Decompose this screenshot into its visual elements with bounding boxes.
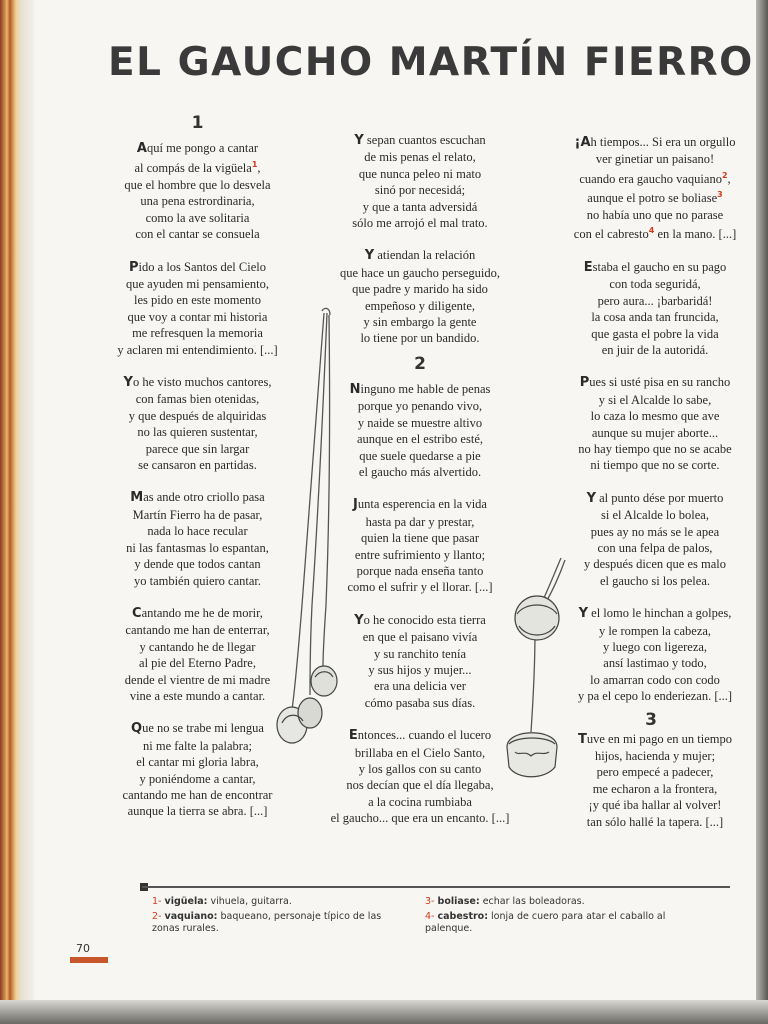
stanza-initial: C (132, 605, 142, 621)
poem-line: que ayuden mi pensamiento, (125, 277, 270, 291)
poem-line: tan sólo hallé la tapera. [...] (586, 814, 724, 829)
poem-line: y pa el cepo lo enderiezan. [...] (577, 689, 733, 704)
poem-line: Y atiendan la relación (364, 248, 476, 264)
poem-line: no había uno que no parase (586, 207, 724, 222)
footnote-text: lonja de cuero para atar el caballo al palenque. (425, 910, 666, 934)
footnote-item (152, 911, 402, 936)
poem-line: al compás de la vigüela$^1$, (134, 160, 261, 176)
poem-line: Y al punto dése por muerto (586, 490, 724, 506)
poem-line: y le rompen la cabeza, (598, 623, 712, 638)
poem-line: y que después de alquiridas (128, 408, 267, 423)
poem-line: les pido en este momento (133, 293, 262, 308)
poem-line: cantando me han de enterrar, (125, 623, 270, 638)
poem-line: pues ay no más se le apea (590, 524, 720, 539)
poem-line: Pues si usté pisa en su rancho (579, 375, 731, 391)
stanza-initial: P (579, 375, 590, 391)
footnote-number: 3- (425, 896, 435, 907)
poem-line: que voy a contar mi historia (127, 309, 268, 324)
poem-line: al pie del Eterno Padre, (139, 656, 256, 671)
poem-line: me echaron a la frontera, (592, 781, 718, 796)
poem-line: con famas bien otenidas, (135, 392, 260, 407)
poem-line: el gaucho más alvertido. (358, 464, 482, 479)
footnotes-left (152, 896, 402, 938)
poem-line: se cansaron en partidas. (138, 458, 257, 473)
poem-line: y luego con ligereza, (602, 640, 708, 655)
poem-column-3 (555, 134, 755, 846)
boleadoras-illustration-left (272, 305, 352, 755)
poem-line: y su ranchito tenía (374, 646, 466, 661)
poem-line: con toda seguridá, (609, 277, 701, 292)
section-number-1: 1 (191, 113, 204, 133)
poem-line: nos decían que el día llegaba, (346, 778, 494, 793)
poem-line: Pido a los Santos del Cielo (129, 259, 266, 275)
poem-line: Junta esperencia en la vida (353, 497, 487, 513)
poem-line: Martín Fierro ha de pasar, (132, 507, 263, 522)
poem-line: lo caza lo mesmo que ave (590, 409, 720, 424)
stanza-initial: Y (578, 606, 589, 622)
poem-line: brillaba en el Cielo Santo, (354, 745, 486, 760)
poem-line: nada lo hace recular (147, 524, 248, 539)
stanza-initial: E (583, 259, 593, 275)
poem-line: vine a este mundo a cantar. (129, 688, 266, 703)
section-number-2: 2 (414, 353, 426, 374)
page-edge-bottom (0, 1000, 768, 1024)
poem-line: como el sufrir y el llorar. [...] (347, 580, 493, 595)
page-number: 70 (76, 942, 90, 955)
stanza-initial: Y (354, 133, 364, 148)
stanza-initial: Y (586, 490, 596, 506)
footnote-term: vaquiano: (164, 910, 218, 922)
poem-line: ¡y qué iba hallar al volver! (588, 798, 722, 813)
footnote-text: vihuela, guitarra. (210, 896, 292, 907)
poem-line: con el cantar se consuela (135, 227, 260, 242)
poem-line: Y sepan cuantos escuchan (354, 133, 486, 148)
footnote-number: 4- (425, 910, 435, 922)
poem-line: me refresquen la memoria (132, 326, 263, 341)
poem-line: ni tiempo que no se corte. (590, 458, 720, 473)
boleadora-illustration-right (505, 552, 575, 792)
poem-stanza (555, 374, 755, 473)
stanza-initial: Q (131, 721, 143, 737)
poem-line: ni las fantasmas lo espantan, (126, 540, 269, 555)
poem-line: una pena estrordinaria, (140, 194, 255, 209)
poem-line: si el Alcalde lo bolea, (601, 508, 709, 523)
poem-line: de mis penas el relato, (364, 150, 476, 165)
poem-stanza (555, 731, 755, 830)
poem-line: que el hombre que lo desvela (124, 177, 271, 192)
poem-line: porque nada enseña tanto (356, 563, 484, 578)
poem-line: sinó por necesidá; (374, 183, 466, 198)
footnote-reference: 2 (721, 170, 728, 180)
poem-line: en que el paisano vivía (362, 630, 478, 645)
poem-line: ni me falte la palabra; (143, 738, 252, 753)
poem-line: y poniéndome a cantar, (139, 771, 256, 786)
footnote-term: boliase: (437, 896, 480, 907)
stanza-initial: T (578, 731, 587, 747)
poem-line: hasta pa dar y prestar, (365, 514, 475, 529)
footnote-number: 1- (152, 896, 162, 907)
poem-line: a la cocina rumbiaba (368, 794, 472, 809)
footnote-item (425, 911, 695, 936)
poem-line: empeñoso y diligente, (364, 298, 476, 313)
poem-line: aunque en el estribo esté, (357, 432, 483, 447)
footnote-term: vigüela: (164, 896, 208, 907)
poem-stanza (555, 259, 755, 358)
stanza-initial: N (349, 381, 361, 397)
poem-line: dende el vientre de mi madre (124, 672, 271, 687)
poem-line: y los gallos con su canto (358, 762, 482, 776)
poem-line: entre sufrimiento y llanto; (354, 547, 486, 562)
stanza-initial: P (129, 259, 139, 275)
poem-line: y después dicen que es malo (584, 557, 726, 572)
stanza-initial: E (348, 728, 358, 744)
stanza-initial: ¡A (574, 135, 591, 150)
poem-line: Cantando me he de morir, (132, 605, 263, 621)
poem-line: no las quieren sustentar, (137, 425, 258, 440)
poem-line: que gasta el pobre la vida (591, 326, 719, 341)
poem-line: Yo he visto muchos cantores, (123, 375, 272, 391)
footnote-reference: 4 (648, 226, 655, 236)
poem-line: y naide se muestre altivo (357, 415, 483, 430)
poem-line: que suele quedarse a pie (359, 448, 481, 463)
poem-line: con el cabresto$^4$ en la mano. [...] (573, 226, 737, 242)
poem-stanza (555, 490, 755, 589)
poem-line: era una delicia ver (374, 679, 466, 694)
poem-line: pero aura... ¡barbaridá! (597, 293, 713, 308)
footnote-number: 2- (152, 910, 162, 922)
poem-line: que padre y marido ha sido (352, 282, 488, 297)
stanza-initial: Y (123, 375, 133, 391)
poem-line: el cantar mi gloria labra, (136, 755, 259, 770)
poem-line: Yo he conocido esta tierra (354, 612, 486, 628)
poem-stanza (555, 605, 755, 704)
stanza-initial: M (130, 490, 144, 506)
poem-line: cómo pasaba sus días. (364, 695, 476, 710)
poem-line: cuando era gaucho vaquiano$^2$, (579, 170, 731, 186)
poem-line: no hay tiempo que no se acabe (578, 441, 732, 456)
poem-line: sólo me arrojó el mal trato. (352, 216, 488, 231)
poem-line: lo amarran codo con codo (590, 672, 720, 687)
footnote-divider (142, 886, 730, 888)
poem-line: aunque la tierra se abra. [...] (127, 804, 268, 819)
poem-line: ver ginetiar un paisano! (595, 152, 715, 167)
poem-line: parece que sin largar (145, 441, 250, 456)
poem-line: aunque su mujer aborte... (591, 425, 719, 440)
footnote-reference: 3 (717, 190, 723, 200)
poem-line: el gaucho... que era un encanto. [...] (330, 811, 510, 826)
poem-line: y sus hijos y mujer... (368, 662, 472, 677)
poem-line: Mas ande otro criollo pasa (130, 490, 265, 506)
poem-line: Y el lomo le hinchan a golpes, (578, 606, 732, 622)
stanza-initial: Y (354, 612, 364, 628)
poem-line: lo tiene por un bandido. (360, 331, 480, 346)
footnotes-right (425, 896, 695, 938)
page-edge-right (756, 0, 768, 1024)
poem-line: que nunca peleo ni mato (358, 166, 482, 181)
footnote-term: cabestro: (437, 910, 489, 922)
poem-line: la cosa anda tan fruncida, (591, 310, 719, 325)
stanza-initial: A (136, 141, 147, 156)
page-number-bar (70, 957, 108, 963)
poem-line: y dende que todos cantan (134, 557, 261, 572)
poem-line: y sin embargo la gente (363, 315, 477, 330)
footnote-text: baqueano, personaje típico de las zonas rurales. (152, 910, 382, 934)
poem-stanza (90, 140, 305, 243)
poem-line: porque yo penando vivo, (357, 399, 483, 414)
footnote-item (425, 896, 695, 909)
section-number-3: 3 (645, 709, 657, 730)
poem-line: Entonces... cuando el lucero (348, 728, 492, 744)
poem-line: Tuve en mi pago en un tiempo (578, 731, 732, 747)
footnote-text: echar las boleadoras. (482, 896, 585, 907)
poem-line: Estaba el gaucho en su pago (583, 259, 727, 275)
poem-line: yo también quiero cantar. (133, 573, 262, 588)
poem-line: ¡Ah tiempos... Si era un orgullo (574, 135, 736, 150)
poem-line: que hace un gaucho perseguido, (339, 265, 500, 280)
poem-line: ansí lastimao y todo, (603, 656, 707, 671)
poem-line: pero empecé a padecer, (596, 765, 714, 780)
page-title: EL GAUCHO MARTÍN FIERRO (108, 40, 754, 85)
poem-line: Ninguno me hable de penas (349, 381, 491, 397)
poem-line: hijos, hacienda y mujer; (594, 749, 716, 764)
poem-stanza (555, 134, 755, 243)
poem-line: y que a tanta adversidá (362, 199, 478, 214)
stanza-initial: Y (364, 248, 375, 264)
poem-line: Que no se trabe mi lengua (131, 721, 264, 737)
poem-line: aunque el potro se boliase$^3$ (587, 190, 723, 206)
footnote-item (152, 896, 402, 909)
poem-line: y cantando he de llegar (139, 639, 256, 654)
poem-line: Aquí me pongo a cantar (136, 141, 259, 156)
footnote-reference: 1 (251, 160, 258, 170)
poem-line: y si el Alcalde lo sabe, (598, 392, 712, 407)
poem-line: quien la tiene que pasar (360, 531, 479, 546)
poem-stanza (310, 132, 530, 231)
poem-line: cantando me han de encontrar (122, 787, 273, 802)
poem-line: y aclaren mi entendimiento. [...] (117, 342, 278, 357)
poem-line: como la ave solitaria (145, 210, 250, 225)
poem-line: en juir de la autoridá. (601, 342, 709, 357)
poem-line: con una felpa de palos, (597, 541, 713, 555)
stanza-initial: J (353, 497, 358, 513)
poem-line: el gaucho si los pelea. (599, 573, 711, 588)
book-spine (0, 0, 34, 1000)
